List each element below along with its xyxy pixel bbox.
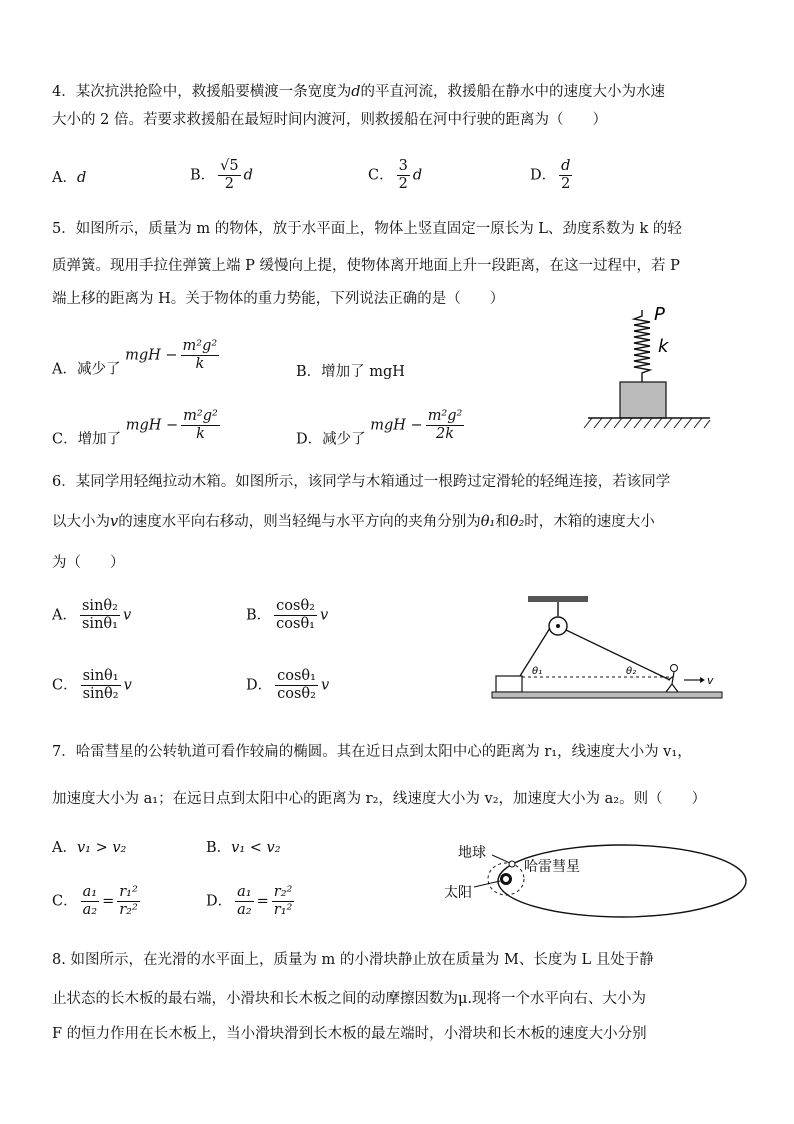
- ground-hatch: [584, 418, 710, 428]
- earth-pointer: [492, 855, 510, 863]
- q7-option-a: A．v₁ > v₂: [52, 840, 127, 856]
- q7-line2: 加速度大小为 a₁；在远日点到太阳中心的距离为 r₂，线速度大小为 v₂，加速度大小为 a₂。则（ ）: [52, 791, 707, 807]
- fig-earth-label: 地球: [458, 845, 486, 861]
- q5-option-d: D．减少了 mgH − $\frac{\text{m²g²}}{2k}$: [296, 408, 463, 448]
- q5-option-a: A．减少了 mgH − $\frac{\text{m²g²}}{k}$: [52, 338, 218, 378]
- ceiling: [528, 596, 588, 602]
- block: [620, 382, 666, 418]
- q6-option-a: A． $\frac{\text{sinθ₂}}{\text{sinθ₁}}$ v: [52, 598, 132, 632]
- q6-line3: 为（ ）: [52, 555, 125, 571]
- sun-pointer: [474, 881, 500, 887]
- pulley-axle: [556, 624, 560, 628]
- q7-orbit-figure: [440, 835, 750, 927]
- q4-line1: 4．某次抗洪抢险中，救援船要横渡一条宽度为d的平直河流，救援船在静水中的速度大小为水速: [52, 84, 666, 100]
- person-head: [671, 665, 678, 672]
- q5-line2: 质弹簧。现用手拉住弹簧上端 P 缓慢向上提，使物体离开地面上升一段距离，在这一过程中，若 P: [52, 258, 680, 274]
- floor: [492, 692, 722, 698]
- spring: [634, 310, 650, 382]
- sun-core: [503, 876, 509, 882]
- q6-pulley-figure: [488, 588, 728, 708]
- q8-line3: F 的恒力作用在长木板上，当小滑块滑到长木板的最左端时，小滑块和长木板的速度大小分别: [52, 1026, 647, 1042]
- fig-label-p: P: [654, 304, 665, 325]
- q5-spring-figure: [580, 300, 740, 435]
- rope-right: [566, 630, 670, 680]
- q5-option-c: C．增加了 mgH − $\frac{\text{m²g²}}{k}$: [52, 408, 218, 448]
- fig-theta2: θ₂: [626, 666, 637, 677]
- q8-line2: 止状态的长木板的最右端，小滑块和长木板之间的动摩擦因数为μ.现将一个水平向右、大小为: [52, 991, 647, 1007]
- person-body: [666, 672, 678, 692]
- fig-velocity: v: [707, 674, 714, 687]
- wooden-box: [496, 676, 522, 692]
- fig-theta1: θ₁: [532, 666, 543, 677]
- q5-line3: 端上移的距离为 H。关于物体的重力势能，下列说法正确的是（ ）: [52, 291, 505, 307]
- q6-line1: 6．某同学用轻绳拉动木箱。如图所示，该同学与木箱通过一根跨过定滑轮的轻绳连接，若该同学: [52, 474, 671, 490]
- q6-option-d: D． $\frac{\text{cosθ₁}}{\text{cosθ₂}}$ v: [246, 668, 330, 702]
- fig-comet-label: 哈雷彗星: [524, 859, 580, 875]
- q5-option-b: B．增加了 mgH: [296, 364, 405, 380]
- q7-option-b: B．v₁ < v₂: [206, 840, 281, 856]
- q6-line2: 以大小为v的速度水平向右移动，则当轻绳与水平方向的夹角分别为θ₁和θ₂时，木箱的速度大小: [52, 514, 655, 530]
- fig-label-k: k: [658, 336, 669, 357]
- q7-option-c: C． $\frac{\text{a₁}}{\text{a₂}}$ = $\frac{\text{r₁²}}{\text{r₂²}}$: [52, 884, 138, 918]
- q4-option-a: A．d: [52, 170, 87, 186]
- q4-option-b: B． $\frac{√5}{2}$ d: [190, 158, 253, 192]
- velocity-arrowhead: [700, 677, 705, 683]
- q7-line1: 7．哈雷彗星的公转轨道可看作较扁的椭圆。其在近日点到太阳中心的距离为 r₁，线速度大小为 v₁，: [52, 744, 692, 760]
- earth: [509, 861, 515, 867]
- q5-line1: 5．如图所示，质量为 m 的物体，放于水平面上，物体上竖直固定一原长为 L、劲度系数为 k 的轻: [52, 221, 682, 237]
- q4-option-c: C． $\frac{3}{2}$ d: [368, 158, 423, 192]
- fig-sun-label: 太阳: [444, 885, 472, 901]
- q8-line1: 8. 如图所示，在光滑的水平面上，质量为 m 的小滑块静止放在质量为 M、长度为 L 且处于静: [52, 952, 654, 968]
- q6-option-b: B． $\frac{\text{cosθ₂}}{\text{cosθ₁}}$ v: [246, 598, 329, 632]
- q4-line2: 大小的 2 倍。若要求救援船在最短时间内渡河，则救援船在河中行驶的距离为（ ）: [52, 112, 607, 128]
- q7-option-d: D． $\frac{\text{a₁}}{\text{a₂}}$ = $\frac{\text{r₂²}}{\text{r₁²}}$: [206, 884, 293, 918]
- q6-option-c: C． $\frac{\text{sinθ₁}}{\text{sinθ₂}}$ v: [52, 668, 132, 702]
- comet-orbit: [498, 845, 746, 917]
- q4-option-d: D． $\frac{d}{2}$: [530, 158, 571, 192]
